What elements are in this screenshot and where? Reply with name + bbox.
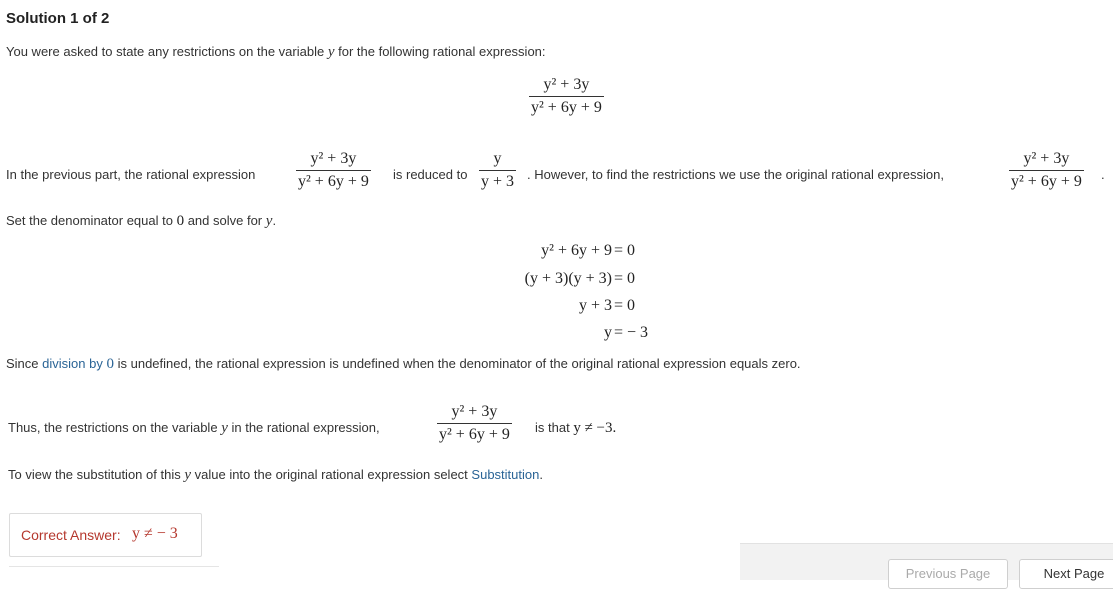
intro-variable: y [327,44,335,60]
explanation-prefix: Since [6,356,39,371]
explanation-suffix: is undefined, the rational expression is undefined when the denominator of the original rational expression equals zero. [117,356,801,371]
reduction-original-expression-2 [1009,150,1084,191]
conclusion-suffix [535,420,616,437]
equation-rhs: = 0 [614,270,636,287]
substitution-prefix: To view the substitution of this [8,467,181,482]
reduction-suffix: . However, to find the restrictions we use the original rational expression, [527,167,944,182]
expression-numerator: y² + 3y [451,403,498,420]
expression-numerator: y² + 3y [1023,150,1070,167]
division-zero[interactable]: 0 [106,356,114,372]
next-page-button[interactable]: Next Page [1019,559,1113,589]
equation-rhs: = 0 [614,297,636,314]
reduction-end: . [1101,167,1105,182]
conclusion-mid: in the rational expression, [231,420,380,435]
intro-text [6,44,546,61]
equation-rhs: = 0 [614,242,636,259]
division-by-zero-link[interactable] [42,356,114,371]
reduced-denominator: y + 3 [481,173,515,190]
step-end: . [272,213,277,228]
conclusion-variable: y [221,420,228,436]
conclusion-prefix [8,420,380,437]
equation-lhs: y² + 6y + 9 [541,242,612,259]
fraction-bar [437,423,512,424]
fraction-bar [529,96,604,97]
expression-denominator: y² + 6y + 9 [531,99,602,116]
substitution-link[interactable]: Substitution [471,467,540,482]
conclusion-expression [437,403,512,444]
reduction-middle: is reduced to [393,167,468,182]
intro-prefix: You were asked to state any restrictions on the variable [6,44,325,59]
step-variable: y [265,213,273,229]
expression-numerator: y² + 3y [543,76,590,93]
step-and: and solve for [187,213,263,228]
fraction-bar [479,170,516,171]
explanation-text [6,356,801,373]
step-zero: 0 [176,213,185,229]
equation-rhs: = − 3 [614,324,649,341]
correct-answer-box [9,513,202,557]
solution-title: Solution 1 of 2 [6,10,110,27]
step-text [6,213,276,230]
reduced-numerator: y [493,150,502,167]
original-expression [529,76,604,117]
intro-suffix: for the following rational expression: [338,44,546,59]
reduction-original-expression [296,150,371,191]
correct-answer-value: y ≠ − 3 [132,525,178,542]
substitution-text [8,467,543,484]
substitution-end: . [539,467,543,482]
substitution-mid: value into the original rational expression select [194,467,468,482]
fraction-bar [296,170,371,171]
equation-lhs: y + 3 [578,297,612,314]
expression-denominator: y² + 6y + 9 [298,173,369,190]
step-prefix: Set the denominator equal to [6,213,173,228]
divider [9,566,219,567]
expression-denominator: y² + 6y + 9 [1011,173,1082,190]
substitution-variable: y [184,467,191,483]
reduced-expression [479,150,516,191]
conclusion-answer: y ≠ −3. [573,420,617,436]
conclusion-prefix-text: Thus, the restrictions on the variable [8,420,218,435]
reduction-prefix: In the previous part, the rational expression [6,167,256,182]
division-by-link-text[interactable]: division by [42,356,103,371]
conclusion-suffix-text: is that [535,420,570,435]
expression-numerator: y² + 3y [310,150,357,167]
previous-page-button[interactable]: Previous Page [888,559,1008,589]
equation-lhs: (y + 3)(y + 3) [524,270,612,287]
correct-answer-label: Correct Answer: [21,527,121,543]
equation-lhs: y [604,324,612,341]
fraction-bar [1009,170,1084,171]
expression-denominator: y² + 6y + 9 [439,426,510,443]
